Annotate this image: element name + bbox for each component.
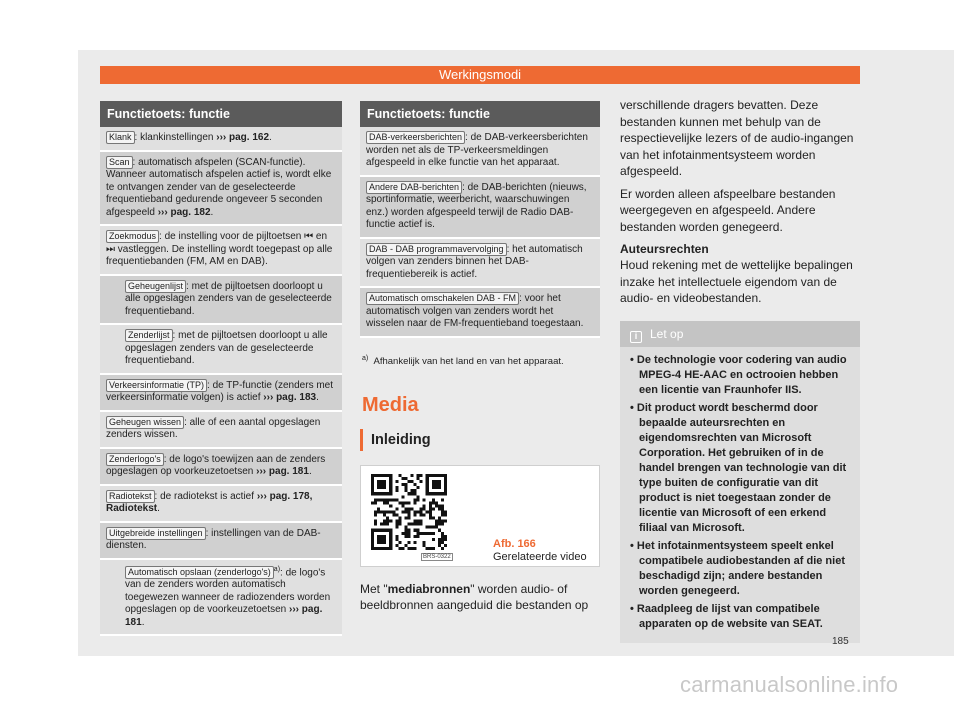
note-header [620, 321, 860, 347]
table-row [100, 325, 342, 375]
table-row [360, 177, 600, 239]
function-key-label: Zenderlogo's [106, 453, 164, 466]
function-key-label: Scan [106, 156, 133, 169]
footnote-mark: a) [362, 354, 369, 362]
row-tail: . [210, 206, 214, 218]
ref-arrow: ››› [216, 132, 227, 143]
row-description: : de DAB-berichten (nieuws, sportinformatie, weerbericht, waarschuwingen enz.) worden afgespeeld terwijl de Radio DAB-functie actief is. [366, 181, 587, 230]
table-1-header: Functietoets: functie [100, 101, 342, 127]
note-bullet: • Het infotainmentsysteem speelt enkel compatibele audiobestanden af die niet beschadigd zijn; andere bestanden worden genegeerd. [630, 539, 845, 597]
page-reference-link[interactable]: pag. 181 [125, 604, 323, 628]
info-icon: i [630, 331, 642, 343]
inleiding-subheading: Inleiding [360, 429, 600, 451]
figure-caption [493, 538, 599, 564]
note-body [620, 347, 860, 643]
function-table-1 [100, 101, 342, 636]
function-key-label: Automatisch opslaan (zenderlogo's) [125, 566, 274, 579]
paragraph-afspeelbaar: Er worden alleen afspeelbare bestanden weergegeven en afgespeeld. Andere bestanden worden genegeerd. [620, 186, 836, 234]
footnote-ref: a) [273, 565, 281, 573]
media-intro-bold: mediabronnen [387, 581, 471, 596]
function-key-label: Geheugenlijst [125, 280, 186, 293]
row-description: : automatisch afspelen (SCAN-functie). Wanneer automatisch afspelen actief is, wordt elke te ontvangen zender van de geselecteerde frequentieband gedurende ongeveer 5 seconden afgespeeld [106, 156, 332, 218]
ref-arrow: ››› [289, 604, 300, 616]
watermark: carmanualsonline.info [680, 672, 899, 697]
function-key-label: Uitgebreide instellingen [106, 527, 206, 540]
row-description: : de instelling voor de pijltoetsen ⏮ en ⏭ vastleggen. De instelling wordt toegepast op alle frequentiebanden (FM, AM en DAB). [106, 231, 333, 267]
row-description: : de logo's van de zenders worden automatisch toegewezen wanneer de radiozenders worden opgeslagen op de voorkeuzetoetsen [125, 566, 331, 616]
media-intro-paragraph [360, 581, 600, 614]
note-bullet-text: Het infotainmentsysteem speelt enkel compatibele audiobestanden af die niet beschadigd zijn; andere bestanden worden genegeerd. [636, 539, 845, 597]
table-row [100, 276, 342, 326]
table-row [100, 375, 342, 412]
table-2-rows [360, 127, 600, 338]
page-reference-link[interactable]: pag. 183 [273, 392, 317, 403]
row-description: : alle of een aantal opgeslagen zenders wissen. [106, 416, 321, 440]
row-description: : met de pijltoetsen doorloopt u alle opgeslagen zenders van de geselecteerde frequentieband. [125, 330, 328, 366]
function-key-label: DAB-verkeersberichten [366, 131, 465, 144]
page-reference-link[interactable]: pag. 181 [266, 466, 309, 477]
media-heading: Media [362, 393, 419, 416]
function-key-label: Zoekmodus [106, 230, 159, 243]
auteursrechten-heading: Auteursrechten [620, 242, 709, 256]
function-key-label: Radiotekst [106, 490, 155, 503]
row-description: : de TP-functie (zenders met verkeersinformatie volgen) is actief [106, 379, 334, 403]
table-row [100, 127, 342, 152]
function-table-2 [360, 101, 600, 614]
footnote [360, 352, 600, 368]
figure-166 [360, 465, 600, 567]
row-description: : de DAB-verkeersberichten worden net als de TP-verkeersmeldingen afgespeeld in elke functie van het apparaat. [366, 132, 588, 168]
media-intro-c: " worden audio- of beeldbronnen aangeduid die bestanden op [360, 581, 589, 613]
paragraph-dragers: verschillende dragers bevatten. Deze bestanden kunnen met behulp van de respectievelijke lezers of de audio-ingangen van het infotainmentsysteem worden afgespeeld. [620, 98, 854, 178]
row-description: : de radiotekst is actief [154, 490, 257, 502]
ref-arrow: ››› [256, 466, 267, 477]
function-key-label: Zenderlijst [125, 329, 173, 342]
figure-id: BRS-0322 [423, 553, 451, 560]
table-row [100, 523, 342, 560]
ref-arrow: ››› [256, 490, 267, 502]
page-reference-link[interactable]: pag. 182 [167, 206, 211, 218]
note-bullet-text: Raadpleeg de lijst van compatibele apparaten op de website van SEAT. [636, 602, 823, 630]
table-1-rows [100, 127, 342, 636]
note-box [620, 321, 860, 643]
row-tail: . [269, 132, 272, 143]
section-header: Werkingsmodi [100, 66, 860, 84]
paragraph-auteursrechten: Houd rekening met de wettelijke bepalingen inzake het intellectuele eigendom van de audio- en videobestanden. [620, 258, 853, 305]
note-bullet-text: Dit product wordt beschermd door bepaalde auteursrechten en eigendomsrechten van Microsoft Corporation. Het gebruiken of in de handel brengen van technologie van dit type buiten de configuratie van dit product is niet toegestaan zonder de licentie van Microsoft of een erkend filiaal van Microsoft. [636, 401, 847, 534]
ref-arrow: ››› [263, 392, 274, 403]
table-row [100, 486, 342, 523]
media-intro-a: Met " [360, 581, 388, 596]
row-tail: . [141, 616, 145, 628]
row-description: : het automatisch volgen van zenders binnen het DAB-frequentiebereik is actief. [366, 243, 583, 280]
row-description: : instellingen van de DAB-diensten. [106, 527, 321, 551]
function-key-label: Andere DAB-berichten [366, 181, 462, 194]
note-bullet: • Dit product wordt beschermd door bepaalde auteursrechten en eigendomsrechten van Microsoft Corporation. Het gebruiken of in de handel brengen van technologie van dit type buiten de configuratie van dit product is niet toegestaan zonder de licentie van Microsoft of een erkend filiaal van Microsoft. [630, 401, 847, 534]
row-tail: . [157, 503, 160, 514]
row-description: : de logo's toewijzen aan de zenders opgeslagen op voorkeuzetoetsen [106, 453, 326, 477]
table-row [360, 239, 600, 289]
table-row [100, 560, 342, 637]
row-description: : voor het automatisch volgen van zenders wordt het wisselen naar de FM-frequentieband toegestaan. [366, 293, 584, 329]
table-row [100, 226, 342, 276]
note-title: Let op [650, 326, 684, 341]
table-row [360, 288, 600, 338]
row-tail: . [308, 466, 312, 477]
row-description: : klankinstellingen [134, 132, 217, 143]
function-key-label: Geheugen wissen [106, 416, 184, 429]
figure-caption-text: Gerelateerde video [493, 550, 587, 563]
note-bullet: • De technologie voor codering van audio MPEG-4 HE-AAC en octrooien hebben een licentie van Fraunhofer IIS. [630, 353, 847, 396]
page-reference-link[interactable]: pag. 162 [226, 132, 270, 143]
row-description: : met de pijltoetsen doorloopt u alle opgeslagen zenders van de geselecteerde frequentieband. [125, 280, 332, 317]
function-key-label: DAB - DAB programmavervolging [366, 243, 507, 256]
table-row [100, 412, 342, 449]
right-column [620, 97, 860, 643]
row-tail: . [316, 392, 319, 403]
table-row [100, 152, 342, 227]
function-key-label: Verkeersinformatie (TP) [106, 379, 207, 392]
table-row [100, 449, 342, 486]
footnote-text: Afhankelijk van het land en van het apparaat. [373, 355, 564, 367]
page-number: 185 [832, 636, 849, 647]
table-2-header: Functietoets: functie [360, 101, 600, 127]
ref-arrow: ››› [157, 206, 168, 218]
qr-code-icon[interactable] [371, 474, 447, 550]
note-bullet: • Raadpleeg de lijst van compatibele apparaten op de website van SEAT. [630, 602, 823, 630]
page-reference-link[interactable]: pag. 178, Radiotekst [106, 490, 313, 514]
function-key-label: Automatisch omschakelen DAB - FM [366, 292, 519, 305]
note-bullet-text: De technologie voor codering van audio MPEG-4 HE-AAC en octrooien hebben een licentie van Fraunhofer IIS. [636, 353, 847, 396]
figure-label: Afb. 166 [493, 537, 536, 550]
table-row [360, 127, 600, 177]
function-key-label: Klank [106, 131, 135, 144]
